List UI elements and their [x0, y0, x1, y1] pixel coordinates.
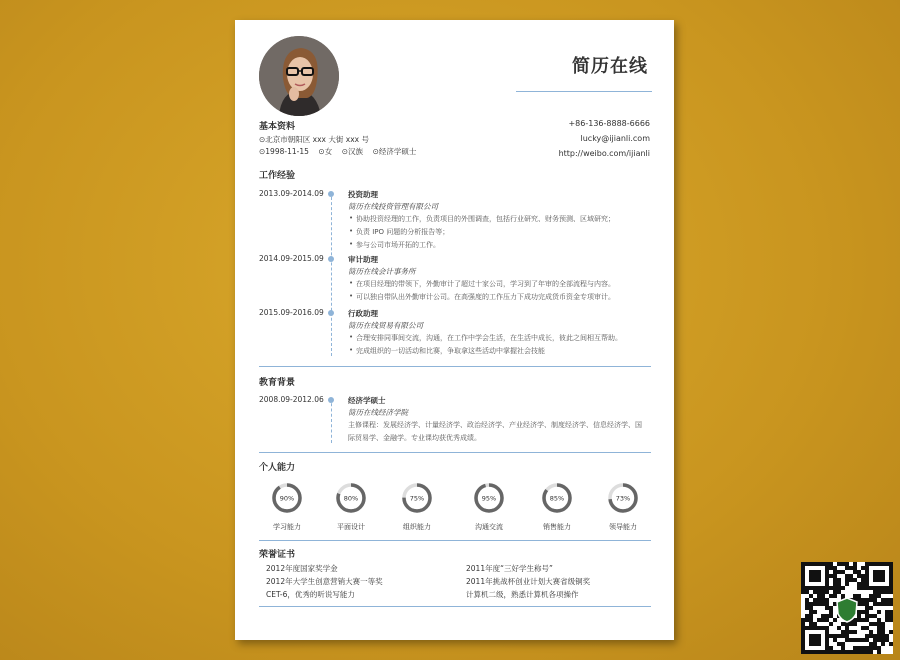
section-divider — [259, 540, 651, 541]
skill-item — [459, 482, 519, 532]
skill-label: 学习能力 — [273, 523, 301, 531]
honor-item: 2012年度国家奖学金 — [266, 564, 338, 573]
skill-item — [321, 482, 381, 532]
birth-text: ⊙1998-11-15 — [259, 147, 309, 156]
skill-percent: 80% — [343, 494, 359, 503]
skill-percent: 95% — [481, 494, 497, 503]
work-company: 简历在线会计事务所 — [348, 267, 416, 276]
timeline-dot — [328, 310, 334, 316]
skill-percent: 73% — [615, 494, 631, 503]
work-company: 简历在线贸易有限公司 — [348, 321, 423, 330]
section-divider — [259, 606, 651, 607]
education-courses: 主修课程：发展经济学、计量经济学、政治经济学、产业经济学、制度经济学、信息经济学、国际贸易学、金融学。专业课均获优秀成绩。 — [348, 421, 642, 442]
avatar — [259, 36, 339, 116]
skill-percent: 85% — [549, 494, 565, 503]
ethnicity-text: ⊙汉族 — [341, 147, 364, 156]
honors-heading: 荣誉证书 — [259, 550, 296, 560]
work-position: 投资助理 — [348, 190, 378, 199]
timeline-dot — [328, 256, 334, 262]
education-degree: 经济学硕士 — [348, 396, 386, 405]
education-school: 简历在线经济学院 — [348, 408, 408, 417]
skill-item — [527, 482, 587, 532]
timeline-dot — [328, 191, 334, 197]
work-position: 行政助理 — [348, 309, 378, 318]
education-date: 2008.09-2012.06 — [259, 395, 324, 404]
skill-percent: 90% — [279, 494, 295, 503]
skill-ring — [473, 482, 505, 514]
skill-ring — [401, 482, 433, 514]
work-bullet: • 在项目经理的带领下，外勤审计了超过十家公司，学习到了年审的全部流程与内容。 — [356, 279, 615, 289]
avatar-photo — [259, 36, 339, 116]
honor-item: CET-6，优秀的听说写能力 — [266, 590, 355, 599]
email-link[interactable]: lucky@ijianli.com — [580, 134, 650, 143]
education-heading: 教育背景 — [259, 378, 296, 388]
website-link[interactable]: http://weibo.com/ijianli — [558, 149, 650, 158]
basic-info-heading: 基本资料 — [259, 122, 296, 132]
skill-label: 领导能力 — [609, 523, 637, 531]
work-bullet: • 协助投资经理的工作，负责项目的外围调查，包括行业研究、财务预测、区域研究； — [356, 214, 615, 224]
honor-item: 2012年大学生创意营销大赛一等奖 — [266, 577, 383, 586]
work-bullet: • 可以独自带队出外勤审计公司。在高强度的工作压力下成功完成货币资金专项审计。 — [356, 292, 615, 302]
skill-ring — [335, 482, 367, 514]
work-bullet: • 负责 IPO 问题的分析报告等； — [356, 227, 449, 237]
resume-title: 简历在线 — [572, 56, 648, 77]
qr-code-icon — [801, 562, 893, 654]
work-bullet: • 合理安排同事间交流，沟通，在工作中学会生活，在生活中成长，彼此之间相互帮助。 — [356, 333, 622, 343]
work-date: 2014.09-2015.09 — [259, 254, 324, 263]
qr-code-graphic — [801, 562, 893, 654]
title-divider — [516, 91, 652, 92]
work-position: 审计助理 — [348, 255, 378, 264]
work-date: 2015.09-2016.09 — [259, 308, 324, 317]
skill-item — [593, 482, 653, 532]
address-text: ⊙北京市朝阳区 xxx 大街 xxx 号 — [259, 135, 369, 144]
section-divider — [259, 452, 651, 453]
skill-label: 平面设计 — [337, 523, 365, 531]
honor-item: 2011年度“三好学生称号” — [466, 564, 553, 573]
honor-item: 计算机二级，熟悉计算机各项操作 — [466, 590, 579, 599]
basic-info-row — [259, 146, 416, 157]
skill-label: 沟通交流 — [475, 523, 503, 531]
skills-heading: 个人能力 — [259, 463, 296, 473]
education-timeline — [331, 398, 332, 443]
skill-ring — [541, 482, 573, 514]
work-date: 2013.09-2014.09 — [259, 189, 324, 198]
skill-ring — [607, 482, 639, 514]
degree-text: ⊙经济学硕士 — [372, 147, 417, 156]
work-bullet: • 参与公司市场开拓的工作。 — [356, 240, 440, 250]
work-company: 简历在线投资管理有限公司 — [348, 202, 438, 211]
skill-percent: 75% — [409, 494, 425, 503]
timeline-dot — [328, 397, 334, 403]
skill-item — [257, 482, 317, 532]
work-heading: 工作经验 — [259, 171, 296, 181]
skill-label: 销售能力 — [543, 523, 571, 531]
gender-text: ⊙女 — [318, 147, 333, 156]
phone-text: +86-136-8888-6666 — [568, 119, 650, 128]
resume-page — [235, 20, 674, 640]
section-divider — [259, 366, 651, 367]
skill-item — [387, 482, 447, 532]
skill-label: 组织能力 — [403, 523, 431, 531]
work-timeline — [331, 192, 332, 356]
honor-item: 2011年挑战杯创业计划大赛省级铜奖 — [466, 577, 591, 586]
contact-block — [559, 116, 650, 161]
work-bullet: • 完成组织的一切活动和比赛，争取拿这些活动中掌握社会技能 — [356, 346, 545, 356]
skill-ring — [271, 482, 303, 514]
